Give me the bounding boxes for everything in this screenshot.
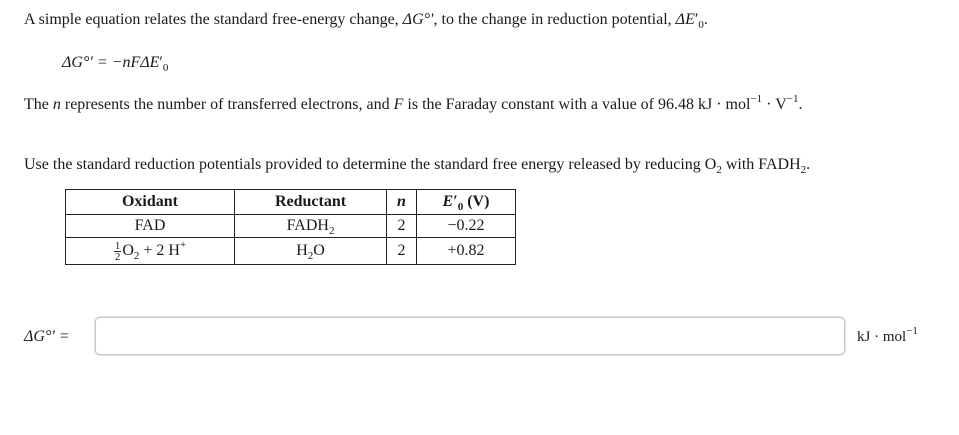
fraction-numerator: 1 — [114, 239, 121, 252]
row2-oxidant-base: O — [122, 241, 134, 259]
question-text-2: with FADH — [721, 156, 801, 173]
table-row — [66, 238, 516, 265]
answer-unit — [857, 327, 918, 347]
answer-unit-text: kJ · mol — [857, 329, 907, 345]
answer-input[interactable] — [95, 317, 845, 355]
row2-reductant-rest: O — [313, 242, 325, 259]
row1-reductant-base: FADH — [286, 217, 329, 234]
equation-delta-e: ΔE — [140, 54, 160, 71]
row1-oxidant: FAD — [66, 215, 235, 238]
header-e-symbol: E — [442, 193, 454, 210]
delta-e-symbol: ΔE — [675, 11, 695, 28]
explain-f: F — [393, 96, 404, 113]
row2-oxidant — [66, 238, 235, 265]
header-oxidant: Oxidant — [66, 190, 235, 215]
explain-n: n — [52, 96, 61, 113]
row1-n: 2 — [387, 215, 417, 238]
question-prompt — [24, 155, 810, 175]
answer-label-text: ΔG°′ = — [24, 328, 70, 345]
explain-text-1: The — [24, 96, 53, 113]
intro-sentence — [24, 10, 708, 30]
header-e-unit: (V) — [463, 193, 490, 210]
equation-lhs: ΔG°′ = − — [62, 54, 123, 71]
header-potential — [417, 190, 516, 215]
delta-e-subscript: 0 — [698, 19, 704, 31]
reduction-potentials-table — [65, 189, 516, 265]
intro-text-1: A simple equation relates the standard free-energy change, — [24, 11, 403, 28]
row1-reductant — [235, 215, 387, 238]
explain-text-5: . — [798, 96, 803, 113]
fraction-denominator: 2 — [114, 250, 121, 263]
row2-n: 2 — [387, 238, 417, 265]
table-row — [66, 215, 516, 238]
header-n-symbol: n — [397, 193, 406, 210]
equation-subscript: 0 — [162, 62, 169, 74]
row1-potential: −0.22 — [417, 215, 516, 238]
answer-unit-exponent: −1 — [906, 325, 918, 337]
row2-oxidant-subscript: 2 — [133, 249, 140, 262]
fadh2-subscript: 2 — [800, 164, 807, 176]
explain-exp-2: −1 — [786, 93, 799, 105]
row2-reductant — [235, 238, 387, 265]
row2-potential: +0.82 — [417, 238, 516, 265]
header-reductant: Reductant — [235, 190, 387, 215]
intro-text-2: , to the change in reduction potential, — [433, 11, 676, 28]
header-e-prime: ′ — [453, 193, 458, 210]
question-text-3: . — [806, 156, 811, 173]
explain-text-3: is the Faraday constant with a value of 96.48 kJ · mol — [403, 96, 751, 113]
equation-prime: ′ — [159, 54, 163, 71]
table-header-row — [66, 190, 516, 215]
question-text-1: Use the standard reduction potentials provided to determine the standard free energy released by reducing O — [24, 156, 717, 173]
delta-e-prime: ′ — [694, 11, 699, 28]
explain-text-4: · V — [762, 96, 787, 113]
answer-label — [24, 327, 70, 347]
half-fraction — [114, 241, 122, 262]
free-energy-equation — [62, 53, 168, 73]
dg-symbol: ΔG°′ — [402, 11, 434, 28]
header-n — [387, 190, 417, 215]
row2-reductant-base: H — [296, 242, 308, 259]
equation-f: F — [130, 54, 141, 71]
header-e-subscript: 0 — [457, 201, 464, 213]
explain-text-2: represents the number of transferred electrons, and — [60, 96, 394, 113]
o2-subscript: 2 — [716, 164, 722, 176]
intro-text-3: . — [703, 11, 708, 28]
equation-n: n — [122, 54, 131, 71]
faraday-explanation — [24, 95, 802, 115]
explain-exp-1: −1 — [750, 93, 763, 105]
row2-oxidant-superscript: + — [179, 238, 187, 251]
row1-reductant-subscript: 2 — [328, 225, 335, 237]
row2-reductant-subscript: 2 — [307, 250, 314, 262]
row2-oxidant-rest: + 2 H — [139, 241, 180, 259]
